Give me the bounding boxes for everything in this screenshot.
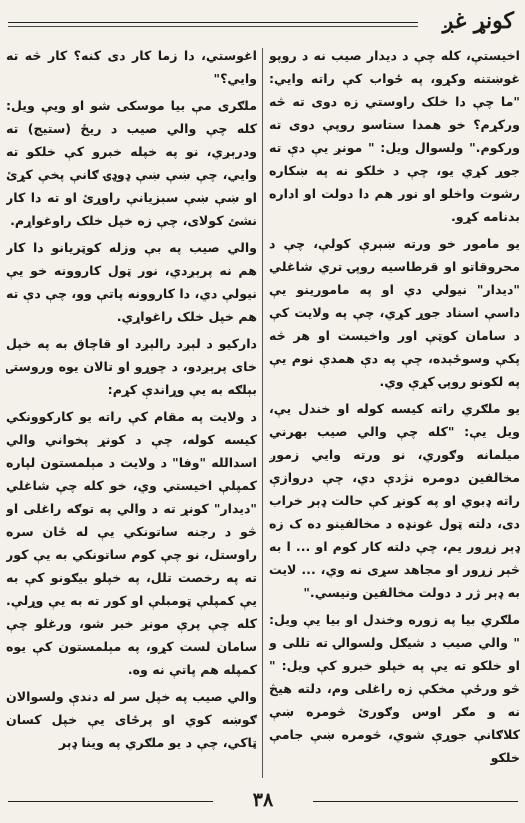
header-rule — [8, 22, 418, 23]
page-number: ۳۸ — [252, 789, 274, 811]
article-columns — [6, 44, 520, 782]
paragraph: د ولايت په مقام کې راته يو کارکوونکي کيسه کوله، چې د کونړ پخواني والي اسدالله "وفا" د ولايت د مېلمستون لپاره کمپلې اخيستي وي، خو کله چې شاغلي "ديدار" کونړ ته د والي په توګه راغلی او څو د رجنه ساتونکي يې له ځان سره راوستل، نو چې کوم ساتونکي به يې کور ته په رخصت تلل، په خپلو بيګونو کې به يې کمپلې ټومبلې او کور ته به يې وړلې. کله چې پرې مونږ خبر شو، ورغلو چې سامان لست کړو، په مېلمستون کې يوه کمپله هم پاتې نه وه. — [6, 409, 257, 677]
paragraph: ملګری مې بيا موسکی شو او ويې ويل: کله چې والي صيب د ريځ (ستيج) ته ودرېږي، نو په خپله خبرو کې خلکو ته وايي، چې ښې ښې ډوډۍ ګانې پخې کړئ او ښې ښې سبزيانې راوړئ او ته دا کار نشئ کولای، چې زه خپل خلک راوغواړم. — [6, 98, 257, 228]
left-column — [6, 44, 257, 782]
paragraph: اخيستې، کله چې د ديدار صيب نه د روپو غوښتنه وکړو، په ځواب کې راته وايي: "ما چې دا خلک راوستي زه دوی ته څه ورکړم؟ خو همدا ستاسو روپې دوی ته ورکوم." ولسوال ويل: " مونږ يې دې ته جوړ کړي يو، چې د خلکو نه په ښکاره رشوت واخلو او نور هم دا دولت او اداره بدنامه کړو. — [269, 48, 520, 224]
paragraph: اغوستي، دا زما کار دی کنه؟ کار څه ته وايي؟" — [6, 48, 257, 86]
publication-title: کونړ غږ — [442, 8, 514, 34]
paragraph: والي صيب په بې وزله کوټريانو دا کار هم نه پرېږدي، نور ټول کاروونه خو يې نيولې دي، دا کاروونه پاتې وو، چې دې ته هم خپل خلک راغواړي. — [6, 240, 257, 324]
page-header — [8, 6, 518, 40]
paragraph: ملګري بيا په زوره وخندل او بيا يې ويل: " والي صيب د شيګل ولسوالۍ ته تللی و او خلکو ته يې په خپلو خبرو کې ويل: " څو ورځې مخکې زه راغلی وم، دلته هيڅ نه و مګر اوس وګورئ څومره ښې کلاګانې جوړې شوي، څومره ښې جامې خلکو — [269, 612, 520, 765]
paragraph: يو مامور خو ورته ښېرې کولې، چې د محروقاتو او قرطاسيه روپۍ تري شاغلي "ديدار" نيولي دي او په مامورينو يې داسې اسناد جوړ کړي، چې په ولايت کې د سامان کوټې اور واخيست او هر څه پکې وسوځېده، چې په دې همدې نوم يې په لکونو روپۍ کړې وي. — [269, 236, 520, 389]
header-rule-thin — [8, 26, 418, 27]
footer-rule-right — [313, 801, 518, 802]
paragraph: يو ملګري راته کيسه کوله او خندل يې، ويل يې: "کله چې والي صيب بهرني ميلمانه وګوري، نو ورته وايي زموږ مخالفين دومره نژدې دي، چې دروازې راته ډبوي او په کونړ کې حالت ډېر خراب دی، دلته ټول غونډه د مخالفينو ده ک زه ډېر زړور يم، چې دلته کار کوم او ... ا به څېر زړور او مجاهد سړی نه وي، ... لايت به ډېر ژر د دولت مخالفين ونيسي." — [269, 401, 520, 600]
paragraph: دارکيو د لېږد رالېږد او قاچاق به په خپل خای پرېږدو، د چوړو او تالان يوه وروستۍ بېلګه به يې وړاندې کړم: — [6, 336, 257, 397]
page-footer — [8, 789, 518, 815]
paragraph: والي صيب په خپل سر له دندې ولسوالان ګوښه کوي او پرځای يې خپل کسان ټاکي، چې د يو ملګري په وينا ډېر — [6, 689, 257, 750]
right-column — [269, 44, 520, 782]
